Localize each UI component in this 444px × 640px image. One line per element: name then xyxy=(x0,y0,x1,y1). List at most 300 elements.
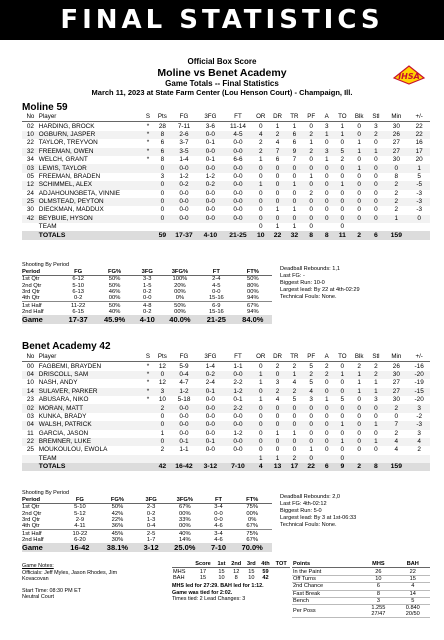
stat-cell: * xyxy=(146,156,150,164)
stat-cell: 0-0 xyxy=(205,206,215,214)
player-name: LEWIS, TAYLOR xyxy=(39,164,142,172)
stat-cell: 0 xyxy=(154,198,171,206)
stat-cell: 0 xyxy=(275,446,280,454)
points-cell: 3 xyxy=(361,597,395,604)
stat-cell: 2 xyxy=(309,189,313,197)
points-cell: 26 xyxy=(361,568,395,575)
stat-cell: 0-2 xyxy=(197,371,223,379)
period-cell: 4-5 xyxy=(212,282,221,289)
stat-cell: 0 xyxy=(368,198,385,206)
box-score-label: Official Box Score xyxy=(187,57,257,66)
stat-cell: 22 xyxy=(408,131,430,139)
stat-cell: 0 xyxy=(252,438,269,446)
score-cell: 17 xyxy=(199,568,207,575)
period-label: 3rd Qtr xyxy=(22,517,41,524)
stat-cell: 2 xyxy=(384,404,408,412)
stat-cell: 0-0 xyxy=(197,198,223,206)
stat-cell: 3 xyxy=(324,122,329,130)
stat-cell xyxy=(142,430,154,438)
column-header: Stl xyxy=(368,353,385,362)
period-cell: 00% xyxy=(174,308,186,315)
stat-cell: 30 xyxy=(392,122,400,130)
stat-cell: 2 xyxy=(258,139,263,147)
stat-cell: 4-7 xyxy=(179,379,189,387)
stat-cell: 0 xyxy=(357,156,361,164)
period-cell: 3-12 xyxy=(137,543,165,552)
column-header: DR xyxy=(269,353,286,362)
points-label: Per Poss xyxy=(292,605,361,618)
stat-cell: 0 xyxy=(303,404,320,412)
stat-cell: 2 xyxy=(154,404,171,412)
stat-cell: 1 xyxy=(351,164,368,172)
stat-cell: 2-4 xyxy=(205,379,215,387)
stat-cell: 0 xyxy=(286,404,303,412)
stat-cell: 0 xyxy=(351,438,368,446)
stat-cell: 1-4 xyxy=(205,362,215,370)
stat-cell: 02 xyxy=(22,404,39,412)
stat-cell xyxy=(142,181,154,189)
stat-cell: 30 xyxy=(384,371,408,379)
period-cell: 0-4 xyxy=(146,523,156,530)
score-header: 4th xyxy=(259,561,273,568)
stat-cell: 0-0 xyxy=(197,148,223,156)
total-cell xyxy=(408,463,430,471)
stat-cell: 03 xyxy=(22,164,39,172)
stat-cell: 2 xyxy=(252,148,269,156)
stat-cell: * xyxy=(146,139,150,147)
period-cell: 40.0% xyxy=(161,315,199,324)
points-label: Fast Break xyxy=(292,590,361,597)
stat-cell: 2 xyxy=(303,371,320,379)
stat-cell: 2 xyxy=(394,206,399,214)
stat-cell: 0 xyxy=(357,396,361,404)
stat-cell: 0 xyxy=(324,172,329,180)
totals-label: TOTALS xyxy=(39,463,142,471)
stat-cell: 1 xyxy=(368,421,385,429)
stat-cell: 0 xyxy=(374,412,378,420)
game-notes-title: Game Notes: xyxy=(22,563,54,569)
period-cell: 3FG xyxy=(137,497,165,504)
stat-cell: 22 xyxy=(26,139,34,147)
stat-cell: 0-0 xyxy=(205,446,215,454)
total-cell: 2 xyxy=(351,231,368,239)
column-header: Pts xyxy=(154,353,171,362)
stat-cell xyxy=(142,198,154,206)
period-cell: 4-10 xyxy=(134,315,161,324)
period-shooting-home xyxy=(22,262,272,324)
period-cell: FG xyxy=(61,269,96,276)
period-cell: 10-22 xyxy=(62,530,98,537)
team-note: Largest lead: By 22 at 4th-02:29 xyxy=(280,287,360,293)
stat-cell: 26 xyxy=(384,131,408,139)
period-label: 1st Half xyxy=(22,302,61,309)
stat-cell xyxy=(22,223,39,231)
score-cell: 15 xyxy=(199,574,207,581)
stat-cell: 12 xyxy=(158,379,166,387)
team-note: Biggest Run: 5-0 xyxy=(280,508,322,514)
stat-cell: 32 xyxy=(22,148,39,156)
column-header: A xyxy=(320,353,334,362)
player-name: GARCIA, JASON xyxy=(38,429,89,437)
stat-cell: 6 xyxy=(160,139,165,147)
period-cell: 38.1% xyxy=(98,543,138,552)
stat-cell: 0-0 xyxy=(205,396,215,404)
period-cell: 5-10 xyxy=(72,282,84,289)
period-label: Period xyxy=(22,497,62,504)
total-cell: 8 xyxy=(320,231,334,239)
stat-cell: 0 xyxy=(292,446,297,454)
stat-cell: 1 xyxy=(292,429,297,437)
stat-cell xyxy=(224,223,253,231)
stat-cell: 4 xyxy=(394,446,399,454)
points-cell: 0.840 20/50 xyxy=(396,605,430,618)
stat-cell: 0 xyxy=(320,215,334,223)
stat-cell: 1 xyxy=(258,379,263,387)
stat-cell: 27 xyxy=(392,139,400,147)
stat-cell: 0-0 xyxy=(205,412,215,420)
column-header: +/- xyxy=(408,353,430,362)
points-row xyxy=(292,590,430,597)
column-header: TO xyxy=(334,113,351,122)
period-label: 3rd Qtr xyxy=(22,289,41,296)
stat-cell xyxy=(351,455,368,463)
game-notes xyxy=(22,563,132,601)
stat-cell: 0 xyxy=(324,139,329,147)
player-name: KUNKA, BRADY xyxy=(38,412,87,420)
stat-cell: 0 xyxy=(394,412,399,420)
period-cell: 45.9% xyxy=(95,315,133,324)
period-label: 1st Half xyxy=(22,530,62,537)
stat-cell: 2 xyxy=(394,429,399,437)
total-cell: 6 xyxy=(320,463,334,471)
total-cell: 7-10 xyxy=(224,463,253,471)
period-cell: 1-7 xyxy=(146,536,156,543)
stat-cell: 1 xyxy=(334,438,351,446)
stat-cell: 30 xyxy=(26,206,34,214)
period-label: Period xyxy=(22,269,61,276)
stat-cell: 0 xyxy=(286,198,303,206)
points-table xyxy=(292,561,430,618)
stat-cell: 1 xyxy=(258,156,263,164)
stat-cell: 0 xyxy=(320,181,334,189)
period-cell: 36% xyxy=(111,523,124,530)
player-row xyxy=(22,223,430,231)
team-heading-home: Moline 59 xyxy=(22,102,68,113)
stat-cell: 0 xyxy=(309,156,313,164)
stat-cell: 2 xyxy=(340,156,345,164)
stat-cell: 0-0 xyxy=(179,206,189,214)
stat-cell: 0 xyxy=(252,388,269,396)
stat-cell: 24 xyxy=(26,189,34,197)
period-cell: 15-16 xyxy=(208,308,224,315)
period-cell: 0% xyxy=(175,295,185,302)
period-header-row xyxy=(22,497,272,504)
team-notes-home xyxy=(280,266,430,301)
column-header: TR xyxy=(286,113,303,122)
total-cell xyxy=(22,231,39,239)
period-cell: 0-2 xyxy=(73,295,83,302)
stat-cell: 0-0 xyxy=(197,131,223,139)
stat-cell: 2-2 xyxy=(233,379,243,387)
total-cell: 21-25 xyxy=(224,231,253,239)
period-cell: FG% xyxy=(95,269,133,276)
score-cell: 42 xyxy=(262,574,269,581)
period-cell: 00% xyxy=(179,510,191,517)
period-cell: 20% xyxy=(174,282,186,289)
stat-cell: 6 xyxy=(275,156,280,164)
stat-cell: 0 xyxy=(340,139,345,147)
period-cell: 6-20 xyxy=(74,536,86,543)
stat-cell: 0 xyxy=(374,172,378,180)
stat-cell xyxy=(368,455,385,463)
stat-cell xyxy=(408,223,430,231)
stat-cell: 0 xyxy=(275,189,280,197)
stat-cell: * xyxy=(142,131,154,139)
player-name: FREEMAN, OWEN xyxy=(39,148,142,156)
column-header: S xyxy=(142,113,154,122)
stat-cell: 26 xyxy=(392,362,400,370)
stat-cell: 0 xyxy=(160,189,165,197)
stat-cell: 1 xyxy=(324,156,329,164)
stat-cell: 0-0 xyxy=(197,164,223,172)
totals-label: TOTALS xyxy=(39,231,142,239)
box-score-table-away xyxy=(22,353,430,471)
stat-cell: 0 xyxy=(286,164,303,172)
stat-cell: 0 xyxy=(334,404,351,412)
stat-cell: 6-6 xyxy=(233,156,243,164)
total-cell xyxy=(142,231,154,239)
score-row xyxy=(172,568,290,575)
stat-cell: 0 xyxy=(340,172,345,180)
stat-cell: 27 xyxy=(392,379,400,387)
period-cell: 0-0 xyxy=(143,295,152,302)
period-cell: FT xyxy=(199,269,234,276)
stat-cell: 0 xyxy=(340,412,345,420)
stat-cell: 8 xyxy=(154,131,171,139)
stat-cell: 0 xyxy=(340,206,345,214)
period-cell: 67% xyxy=(246,523,259,530)
stat-cell: 04 xyxy=(22,371,39,379)
stat-cell: 0 xyxy=(374,206,378,214)
stat-cell: 6 xyxy=(154,148,171,156)
column-header: S xyxy=(142,353,154,362)
stat-cell: 0 xyxy=(324,379,329,387)
score-header-row xyxy=(172,561,290,568)
stat-cell: 1-2 xyxy=(179,172,189,180)
stat-cell: 1 xyxy=(357,379,361,387)
stat-cell: 0-0 xyxy=(224,421,253,429)
stat-cell: 0-2 xyxy=(171,181,197,189)
total-cell: 8 xyxy=(368,463,385,471)
stat-cell: 0 xyxy=(252,404,269,412)
total-cell xyxy=(142,463,154,471)
period-cell: 67% xyxy=(179,504,191,511)
stat-cell: -3 xyxy=(416,206,422,214)
column-header: OR xyxy=(252,113,269,122)
player-name: TEAM xyxy=(38,223,57,231)
stat-cell: 0-0 xyxy=(171,421,197,429)
stat-cell: 0 xyxy=(286,215,303,223)
period-cell: 3FG xyxy=(134,269,161,276)
period-caption: Shooting By Period xyxy=(22,490,70,496)
lead-summary xyxy=(172,583,290,602)
stat-cell: 03 xyxy=(26,412,34,420)
points-header: BAH xyxy=(396,561,430,568)
period-label: 4th Qtr xyxy=(22,523,40,530)
total-cell: 13 xyxy=(269,463,286,471)
total-cell: 4-10 xyxy=(197,231,223,239)
matchup-title: Moline vs Benet Academy xyxy=(157,66,287,79)
stat-cell: 2 xyxy=(160,446,165,454)
points-cell: 10 xyxy=(361,575,395,582)
stat-cell: 34 xyxy=(26,156,34,164)
stat-cell: 0 xyxy=(340,362,345,370)
stat-cell: 1 xyxy=(334,371,351,379)
stat-cell: 2 xyxy=(368,131,385,139)
player-name: FAGBEMI, BRAYDEN xyxy=(38,362,102,370)
stat-cell: 0-0 xyxy=(224,215,253,223)
totals-row xyxy=(22,463,430,471)
stat-cell: 28 xyxy=(158,122,166,130)
total-cell: 2 xyxy=(351,463,368,471)
points-label: In the Paint xyxy=(292,568,361,575)
stat-cell: 0 xyxy=(154,164,171,172)
stat-cell: 1 xyxy=(258,396,263,404)
stat-cell xyxy=(142,446,154,454)
stat-cell xyxy=(142,404,154,412)
stat-cell: -2 xyxy=(416,412,422,420)
stat-cell: 0 xyxy=(324,429,329,437)
stat-cell: 5 xyxy=(340,396,345,404)
period-cell: 100% xyxy=(172,276,188,283)
stat-cell: 4 xyxy=(252,131,269,139)
stat-cell: 0 xyxy=(309,429,313,437)
stat-cell xyxy=(142,206,154,214)
stat-cell: 0-0 xyxy=(205,429,215,437)
player-row xyxy=(22,446,430,454)
period-cell: 4-11 xyxy=(74,523,86,530)
score-cell: 10 xyxy=(248,574,255,581)
period-label: Game xyxy=(22,315,61,324)
period-cell: 50% xyxy=(111,504,124,511)
stat-cell: 23 xyxy=(26,396,34,404)
stat-cell: 0-0 xyxy=(224,371,253,379)
period-cell: 67% xyxy=(246,536,259,543)
stat-cell: 0-2 xyxy=(197,181,223,189)
points-row xyxy=(292,568,430,575)
period-cell: 45% xyxy=(98,530,138,537)
stat-cell: 0 xyxy=(303,455,320,463)
box-score-away xyxy=(22,353,430,471)
stat-cell: 1 xyxy=(275,429,280,437)
lead-line: MHS led for 27:29. BAH led for 1:12. xyxy=(172,583,264,590)
stat-cell xyxy=(171,223,197,231)
period-cell: 75% xyxy=(232,530,272,537)
stat-cell: 1 xyxy=(351,148,368,156)
stat-cell: 0 xyxy=(309,206,313,214)
stat-cell: 1 xyxy=(408,164,430,172)
stat-cell: 1 xyxy=(334,131,351,139)
period-cell: 3FG% xyxy=(165,497,205,504)
player-row xyxy=(22,156,430,164)
stat-cell: 2 xyxy=(269,388,286,396)
stat-cell: 0 xyxy=(292,172,297,180)
stat-cell: 0 xyxy=(334,455,351,463)
stat-cell xyxy=(408,455,430,463)
stat-cell: 1 xyxy=(351,371,368,379)
stat-cell: 0 xyxy=(351,421,368,429)
stat-cell: 1 xyxy=(324,396,329,404)
stat-cell: 1 xyxy=(286,181,303,189)
player-name: DIECKMAN, MADDUX xyxy=(38,206,104,214)
team-note: Deadball Rebounds: 2,0 xyxy=(280,494,341,500)
stat-cell: 0-0 xyxy=(233,172,243,180)
stat-cell: 1 xyxy=(309,446,313,454)
stat-cell: 0 xyxy=(320,388,334,396)
period-cell: FT% xyxy=(234,269,272,276)
stat-cell: 1 xyxy=(160,429,165,437)
stat-cell xyxy=(142,455,154,463)
stat-cell: 3-7 xyxy=(179,139,189,147)
period-cell: 6-9 xyxy=(199,302,234,309)
column-header: FT xyxy=(224,113,253,122)
period-cell: 4-8 xyxy=(134,302,161,309)
player-row xyxy=(22,396,430,404)
column-header: FG xyxy=(171,113,197,122)
stat-cell: 2 xyxy=(303,131,320,139)
period-cell: 0-2 xyxy=(146,510,156,517)
stat-cell xyxy=(142,190,154,198)
stat-cell: 0 xyxy=(320,421,334,429)
total-cell: 6 xyxy=(368,231,385,239)
page-banner: FINAL STATISTICS xyxy=(0,0,444,40)
stat-cell: -16 xyxy=(414,362,424,370)
column-header: Blk xyxy=(351,353,368,362)
stat-cell: 20 xyxy=(415,156,423,164)
stat-cell: 2 xyxy=(374,362,378,370)
period-caption: Shooting By Period xyxy=(22,262,70,268)
box-score-table-home xyxy=(22,113,430,240)
period-table-home xyxy=(22,269,272,324)
stat-cell: 0 xyxy=(303,215,320,223)
period-label: 2nd Qtr xyxy=(22,510,42,517)
stat-cell: 0 xyxy=(258,362,263,370)
stat-cell: 2 xyxy=(324,362,329,370)
stat-cell: 3 xyxy=(374,396,378,404)
stat-cell: 0 xyxy=(252,421,269,429)
period-label: 2nd Qtr xyxy=(22,282,42,289)
stat-cell: 4 xyxy=(292,379,297,387)
points-label: 2nd Chance xyxy=(292,583,361,590)
points-cell: 15 xyxy=(396,575,430,582)
stat-cell: -19 xyxy=(414,379,424,387)
officials: Officials: Jeff Myles, Jason Rhodes, Jim Kovacovan xyxy=(22,569,118,583)
stat-cell xyxy=(142,438,154,446)
period-cell: 4-6 xyxy=(214,536,223,543)
stat-cell: 2-2 xyxy=(224,404,253,412)
team-note: Technical Fouls: None. xyxy=(280,522,337,528)
stat-cell: 4 xyxy=(275,396,280,404)
start-time: Start Time: 08:30 PM ET xyxy=(22,587,82,594)
stat-cell: 5 xyxy=(334,148,351,156)
player-row xyxy=(22,215,430,223)
stat-cell: 0 xyxy=(374,139,378,147)
period-cell: 2-4 xyxy=(212,276,221,283)
period-cell: 0-2 xyxy=(143,308,152,315)
period-cell: 50% xyxy=(161,302,199,309)
stat-cell: 0-0 xyxy=(171,404,197,412)
stat-cell: 3 xyxy=(309,396,313,404)
